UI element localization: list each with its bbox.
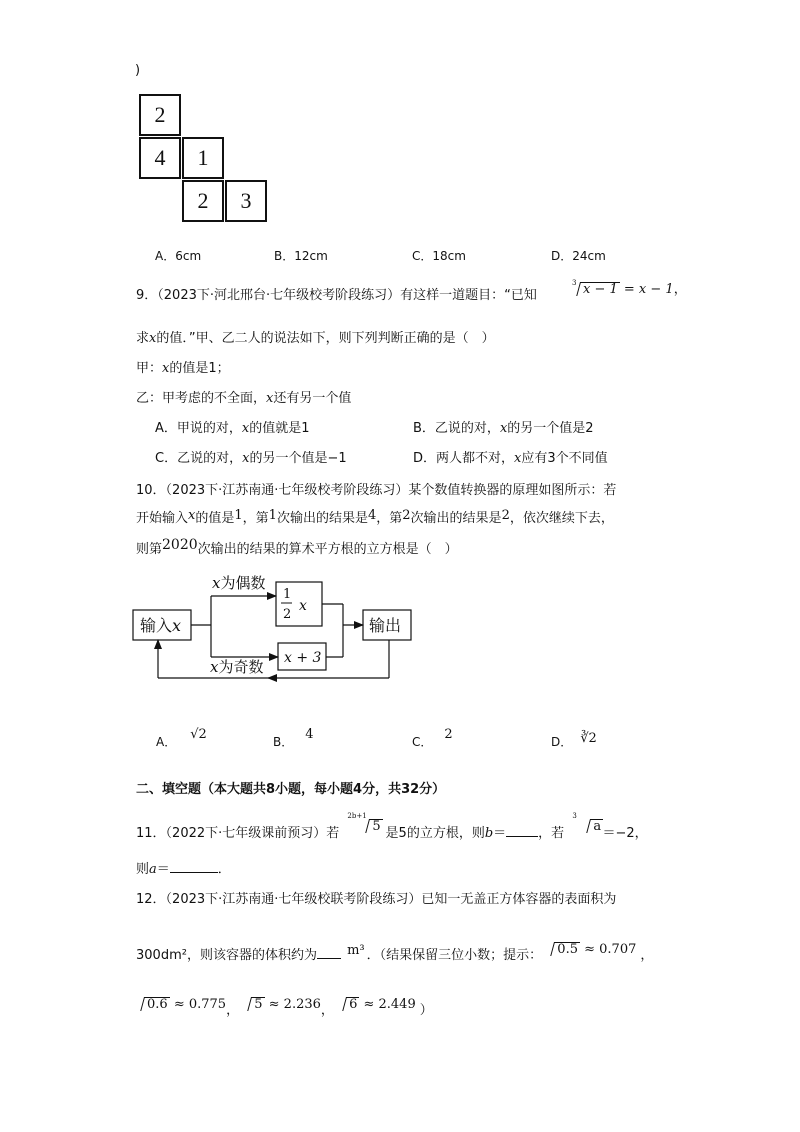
text: 应有3个不同值 [521,451,608,466]
approx-value: ≈ 2.236 [268,997,321,1012]
hint-sqrt-0.5 [546,942,636,957]
text: 乙：甲考虑的不全面， [136,391,267,406]
q9-option-c[interactable] [155,452,347,465]
q8-option-c[interactable] [412,250,466,262]
var-x: x [499,421,508,436]
var-x: x [266,391,274,406]
number: 4 [367,508,377,523]
text: ，第 [376,511,403,526]
q9-option-a[interactable] [155,422,310,435]
option-letter: C． [412,249,433,263]
option-letter: A． [155,421,177,436]
odd-branch-label: x为奇数 [210,658,264,676]
number: 1 [268,508,277,523]
q9-jia [136,362,230,375]
text: 次输出的结果是 [276,511,368,526]
text: 甲： [136,361,163,376]
q9-yi [136,392,351,405]
q9-line1 [136,289,537,302]
hint-sqrt-5 [243,997,321,1012]
radicand: 6 [346,997,359,1012]
number: 2 [402,508,411,523]
var-a: a [149,862,157,877]
q12-line3 [136,997,433,1018]
number: 2020 [162,537,198,553]
text: ．（结果保留三位小数；提示： [366,948,543,963]
unit: m³ [347,943,365,958]
net-cell-2: 4 [139,137,181,179]
option-text: 24cm [572,249,606,263]
q10-line3 [136,537,458,557]
option-text: 18cm [432,249,466,263]
radicand: 0.6 [144,997,170,1012]
q9-line1-tail: ， [673,282,687,297]
text: 甲说的对， [176,421,242,436]
radicand: a [590,819,603,834]
option-letter: C． [412,735,433,749]
q10-option-b[interactable] [273,727,314,749]
q12-line1: 12．（2023下·江苏南通·七年级校联考阶段练习）已知一无盖正方体容器的表面积为 [136,892,617,907]
radicand: 5 [251,997,264,1012]
option-value: 4 [305,727,314,742]
output-label: 输出 [369,616,402,635]
q9-option-d[interactable] [413,452,608,465]
option-text: 6cm [175,249,202,263]
text: ，若 [538,826,565,841]
plus-three-label: x + 3 [284,650,322,666]
text: ，第 [242,511,269,526]
text: 则第 [136,542,163,557]
text: 开始输入 [136,511,189,526]
text: 则 [136,862,150,877]
text: 300dm²，则该容器的体积约为 [136,948,317,963]
equation-rhs: = x − 1 [623,282,674,297]
var-x: x [149,331,157,346]
var-x: x [188,508,196,523]
text: 乙说的对， [434,421,500,436]
var-x: x [241,421,250,436]
text: 两人都不对， [436,451,515,466]
q8-option-d[interactable] [551,250,606,262]
option-letter: C． [155,451,178,466]
text: 还有另一个值 [273,391,352,406]
option-text: 12cm [294,249,328,263]
approx-value: ≈ 2.449 [363,997,416,1012]
q10-option-d[interactable] [551,731,597,749]
text: ，依次继续下去， [509,511,614,526]
net-cell-3: 1 [182,137,224,179]
q9-option-b[interactable] [413,422,594,435]
var-b: b [484,826,494,841]
text: ， [320,1003,334,1018]
approx-value: ≈ 0.775 [173,997,227,1012]
radicand: 0.5 [554,942,580,957]
q11-line2 [136,863,231,876]
text: 的另一个值是2 [507,421,594,436]
var-x: x [242,451,250,466]
text: 求 [136,331,150,346]
net-cell-4: 2 [182,180,224,222]
half-denominator: 2 [283,607,292,622]
radicand: 5 [369,819,382,834]
text: 乙说的对， [177,451,243,466]
half-var: x [299,598,307,614]
option-letter: A． [156,735,177,749]
text: ， [226,1003,240,1018]
option-value: √2 [190,727,207,742]
option-letter: B． [413,421,435,436]
option-letter: D． [551,249,573,263]
text: ） [419,1003,433,1018]
text: 是5的立方根，则 [385,826,485,841]
option-letter: B． [274,249,295,263]
number: 1 [234,508,243,523]
text: 11．（2022下·七年级课前预习）若 [136,826,340,841]
net-cell-1: 2 [139,94,181,136]
option-letter: A． [155,249,176,263]
text: 的值是 [195,511,235,526]
answer-blank-volume[interactable] [317,958,341,959]
text: 的值．”甲、乙二人的说法如下，则下列判断正确的是（ ） [156,331,495,346]
q10-line2 [136,508,614,526]
q8-option-b[interactable] [274,250,328,262]
hint-sqrt-0.6 [136,997,226,1012]
root-index: 2b+1 [347,812,367,820]
section-heading: 二、填空题（本大题共8小题，每小题4分，共32分） [136,782,446,797]
q9-stem: 9．（2023下·河北邢台·七年级校考阶段练习）有这样一道题目：“已知 [136,288,537,303]
text: ＝ [493,826,507,841]
option-letter: B． [273,735,294,749]
number: 2 [501,508,510,523]
option-letter: D． [551,735,573,749]
option-value: 2 [444,727,453,742]
number-converter-diagram [0,568,800,688]
even-branch-label: x为偶数 [212,574,266,592]
text: 次输出的结果是 [410,511,502,526]
var-x: x [514,451,522,466]
text: 的另一个值是−1 [249,451,347,466]
text: ＝−2， [602,826,648,841]
input-label: 输入x [140,616,182,635]
text: ＝ [156,862,170,877]
q10-option-a[interactable] [156,727,207,749]
var-x: x [162,361,170,376]
half-numerator: 1 [283,587,292,602]
net-cell-5: 3 [225,180,267,222]
approx-value: ≈ 0.707 [584,942,637,957]
text: 的值是1； [169,361,230,376]
q11-line1 [136,812,648,841]
text: ． [217,862,231,877]
q12-line2 [136,942,654,963]
radicand: x − 1 [580,282,620,297]
root-index: 3 [572,279,577,287]
q8-paren-close: ) [135,63,141,78]
hint-sqrt-6 [338,997,416,1012]
root-expression [343,812,381,837]
q10-option-c[interactable] [412,727,453,749]
q9-line2 [136,332,495,345]
root-index: 3 [572,812,577,820]
cube-root-expression [568,812,602,837]
option-letter: D． [413,451,437,466]
q9-equation [570,279,687,297]
q10-line1: 10．（2023下·江苏南通·七年级校考阶段练习）某个数值转换器的原理如图所示：若 [136,483,617,498]
q8-option-a[interactable] [155,250,201,262]
answer-blank-b[interactable] [506,836,538,837]
option-value: ∛2 [580,731,597,746]
text: ， [640,948,654,963]
text: 的值就是1 [249,421,310,436]
answer-blank-a[interactable] [170,872,218,873]
text: 次输出的结果的算术平方根的立方根是（ ） [197,542,458,557]
